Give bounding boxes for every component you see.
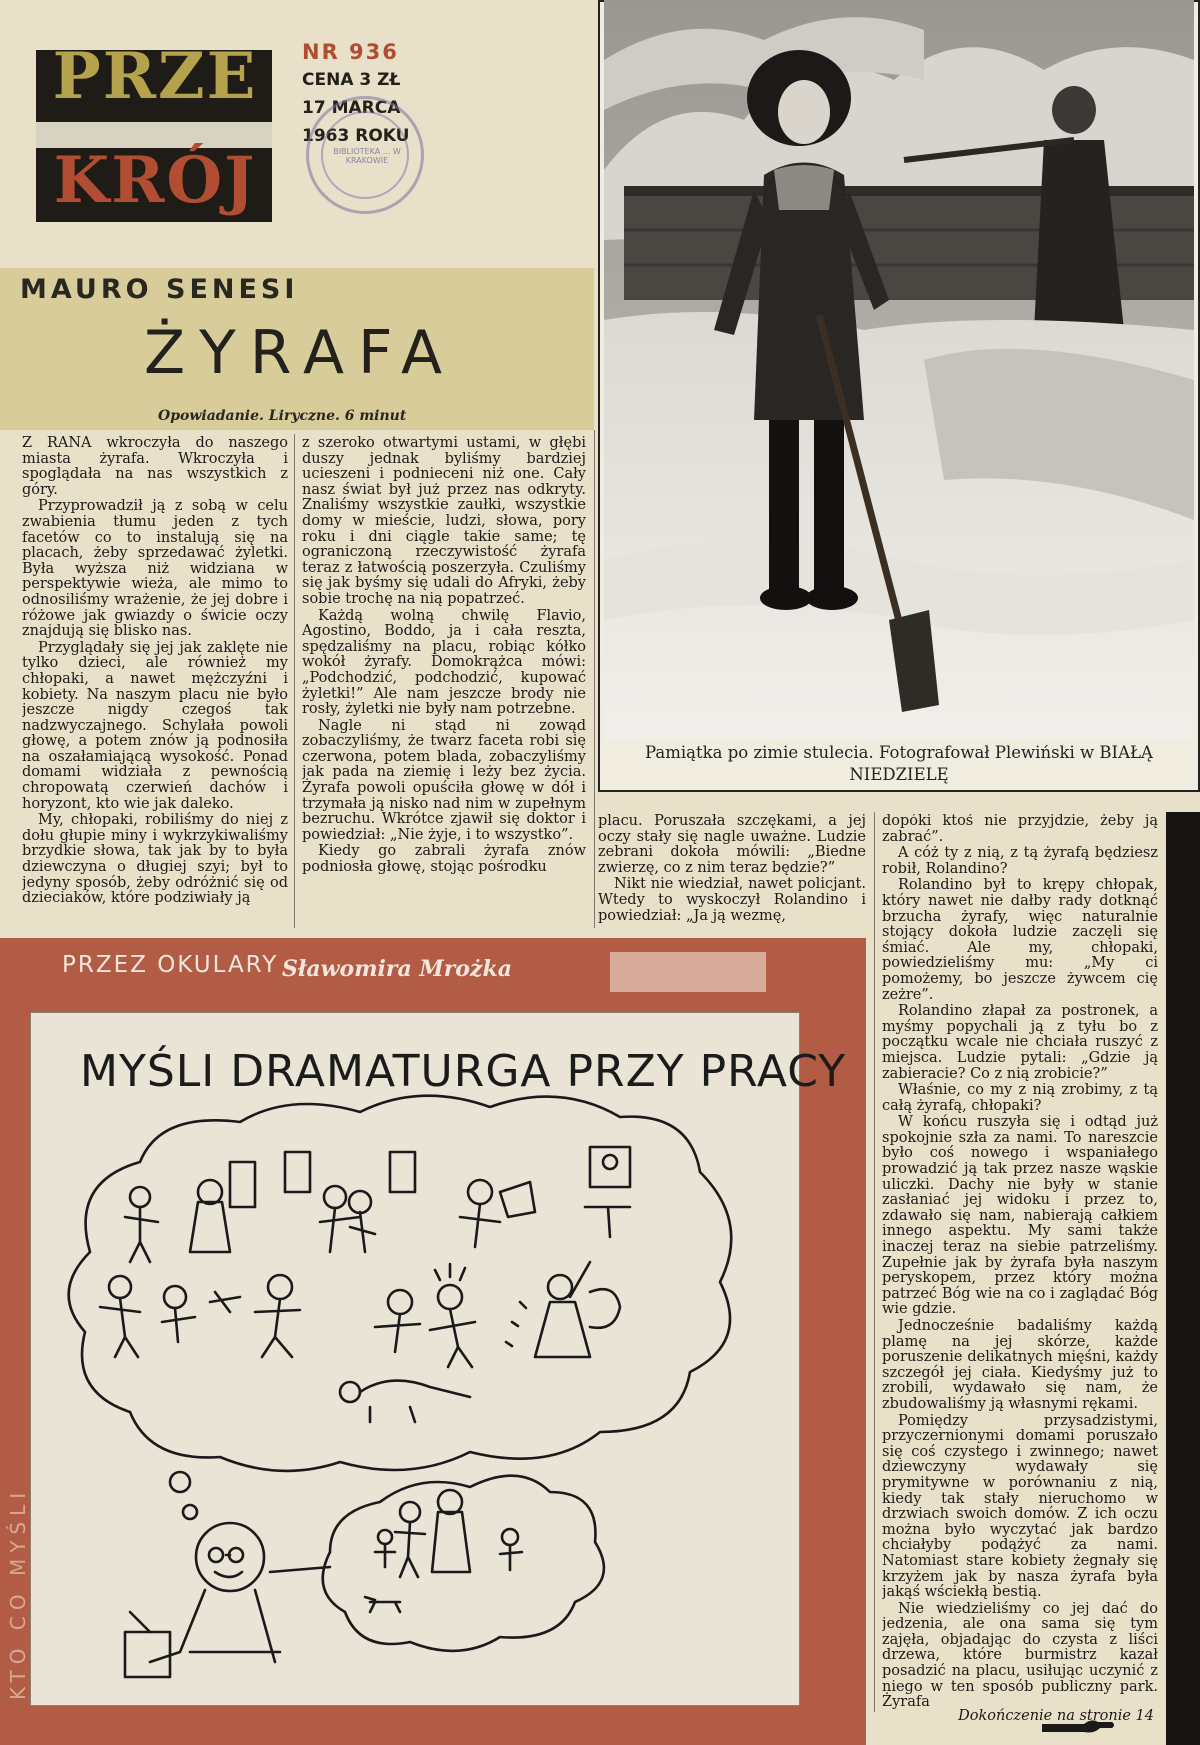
page-edge-strip — [1166, 812, 1200, 1745]
story-column-4 — [882, 814, 1158, 1714]
masthead-logo — [36, 39, 272, 222]
paragraph: placu. Poruszała szczękami, a jej oczy stały się nagle uważne. Ludzie zebrani dokoła mówili: „Biedne zwierzę, co z nim teraz będzie?” — [598, 814, 866, 876]
issue-price: CENA 3 ZŁ — [302, 70, 401, 90]
paragraph: Pomiędzy przysadzistymi, przyczernionymi domami poruszało się coś czystego i zwinnego; nawet dziewczyny wydawały się prymitywne w porównaniu z nią, kiedy tak stały nieruchomo w drzwiach swoich domów. Z ich oczu można było wyczytać jak bardzo chciałyby podążyć za nami. Natomiast stare kobiety żegnały się krzyżem jak by nasza żyrafa była jakąś wściekłą bestią. — [882, 1412, 1158, 1601]
story-column-1 — [22, 436, 288, 928]
side-vertical-text: KTO CO MYŚLI — [6, 1486, 30, 1700]
story-column-3 — [598, 814, 866, 932]
paragraph: Przyprowadził ją z sobą w celu zwabienia tłumu jeden z tych facetów co to instalują się na placach, żeby sprzedawać żyletki. Była wyższa niż widziana w perspektywie wieża, ale mimo to odnosiliśmy wrażenie, że jej dobre i różowe jak gwiazdy o świcie oczy znajdują się blisko nas. — [22, 498, 288, 640]
paragraph: Właśnie, co my z nią zrobimy, z tą całą żyrafą, chłopaki? — [882, 1082, 1158, 1114]
cartoon-title: MYŚLI DRAMATURGA PRZY PRACY — [80, 1046, 847, 1097]
column-heading: PRZEZ OKULARY — [62, 952, 279, 978]
photo-caption: Pamiątka po zimie stulecia. Fotografował Plewiński w BIAŁĄ NIEDZIELĘ — [645, 743, 1153, 784]
column-author: Sławomira Mrożka — [282, 956, 512, 982]
logo-top-text: PRZE — [52, 39, 258, 114]
library-stamp-icon — [306, 96, 424, 214]
issue-date: 17 MARCA — [302, 98, 401, 118]
story-column-2 — [302, 436, 586, 928]
paragraph: W końcu ruszyła się i odtąd już spokojnie szła za nami. To nareszcie było coś nowego i wspaniałego prowadzić ją tak przez nasze wąskie uliczki. Dachy nie były w stanie zasłaniać jej widoku i przez to, zdawało się nam, nabierają całkiem innego aspektu. My sami także inaczej teraz na siebie patrzeliśmy. Zupełnie jak by żyrafa była naszym peryskopem, przez który można patrzeć Bóg wie na co i zaglądać Bóg wie gdzie. — [882, 1114, 1158, 1318]
paragraph: z szeroko otwartymi ustami, w głębi duszy jednak byliśmy bardziej ucieszeni i podnieceni niż one. Cały nasz świat był już przez nas odkryty. Znaliśmy wszystkie zaułki, wszystkie domy w mieście, ludzi, słowa, pory roku i dni ciągle takie same; tę ograniczoną rzeczywistość żyrafa teraz z łatwością poszerzyła. Czuliśmy się jak byśmy się udali do Afryki, żeby sobie trochę na nią popatrzeć. — [302, 436, 586, 607]
issue-year: 1963 ROKU — [302, 126, 410, 146]
column-divider — [294, 434, 295, 928]
pointing-hand-icon — [1040, 1712, 1116, 1738]
cartoon-drawing — [30, 1012, 800, 1706]
paragraph: Kiedy go zabrali żyrafa znów podniosła głowę, stojąc pośrodku — [302, 843, 586, 876]
photo-winter-woman-shovel — [604, 0, 1194, 740]
paragraph: Nagle ni stąd ni zowąd zobaczyliśmy, że twarz faceta robi się czerwona, potem blada, zobaczyliśmy jak pada na ziemię i leży bez życia. Żyrafa powoli opuściła głowę w dół i trzymała ją nisko nad nim w zupełnym bezruchu. Wkrótce zjawił się doktor i powiedział: „Nie żyje, i to wszystko”. — [302, 717, 586, 843]
paragraph: Każdą wolną chwilę Flavio, Agostino, Boddo, ja i cała reszta, spędzaliśmy na placu, robiąc kółko wokół żyrafy. Domokrążca mówi: „Podchodzić, podchodzić, kupować żyletki!” Ale nam jeszcze brody nie rosły, żyletki nie były nam potrzebne. — [302, 607, 586, 718]
continuation-note: Dokończenie na stronie 14 — [958, 1708, 1154, 1724]
paragraph: Z RANA wkroczyła do naszego miasta żyrafa. Wkroczyła i spoglądała na nas wszystkich z góry. — [22, 436, 288, 498]
issue-number: NR 936 — [302, 40, 399, 64]
cloud-figures-row2 — [100, 1262, 620, 1422]
paragraph: Nikt nie wiedział, nawet policjant. Wtedy to wyskoczył Rolandino i powiedział: „Ja ją wezmę, — [598, 876, 866, 924]
column-divider — [594, 430, 595, 928]
paragraph: Nie wiedzieliśmy co jej dać do jedzenia, ale ona sama się tym zajęła, objadając do czysta z liści drzewa, które burmistrz kazał posadzić na placu, usiłując uczynić z niego w ten sposób publiczny park. Żyrafa — [882, 1600, 1158, 1711]
paragraph: A cóż ty z nią, z tą żyrafą będziesz robił, Rolandino? — [882, 845, 1158, 877]
cloud-figures-family — [365, 1490, 522, 1612]
logo-bottom-text: KRÓJ — [53, 143, 257, 218]
heading-photo-strip — [610, 952, 766, 992]
story-subtitle: Opowiadanie. Liryczne. 6 minut — [158, 408, 407, 424]
photo-illustration — [604, 0, 1194, 740]
paragraph: Jednocześnie badaliśmy każdą plamę na jej skórze, każde poruszenie delikatnych mięśni, każdy szczegół jej ciała. Kiedyśmy już to zrobili, wydawało się nam, że zbudowaliśmy ją własnymi rękami. — [882, 1318, 1158, 1412]
story-author: MAURO SENESI — [20, 274, 299, 305]
paragraph: My, chłopaki, robiliśmy do niej z dołu głupie miny i wykrzykiwaliśmy brzydkie słowa, tak jak by to była dziewczyna o długiej szyi; był to jedyny sposób, żeby odróżnić się od dzieciaków, które podziwiały ją — [22, 812, 288, 907]
stamp-text: BIBLIOTEKA ... W KRAKOWIE — [333, 147, 401, 165]
cloud-figures-row1 — [125, 1147, 630, 1262]
stamp-inner-ring — [321, 111, 409, 199]
paragraph: Przyglądały się jej jak zaklęte nie tylko dzieci, ale również my chłopaki, a nawet mężczyźni i kobiety. Na naszym placu nie było jeszcze nigdy czegoś tak nadzwyczajnego. Schylała powoli głowę, a potem znów ją podnosiła na oszałamiającą wysokość. Ponad domami widziała z pewnością chropowatą czerwień dachów i horyzont, kto wie jak daleko. — [22, 639, 288, 812]
column-divider — [874, 812, 875, 1712]
paragraph: Rolandino złapał za postronek, a myśmy popychali ją z tyłu bo z początku wcale nie chciała ruszyć z miejsca. Ludzie pytali: „Gdzie ją zabieracie? Co z nią zrobicie?” — [882, 1003, 1158, 1082]
paragraph: dopóki ktoś nie przyjdzie, żeby ją zabrać”. — [882, 814, 1158, 845]
story-title: ŻYRAFA — [144, 318, 457, 388]
paragraph: Rolandino był to krępy chłopak, który nawet nie dałby rady dotknąć brzucha żyrafy, więc naturalnie stojący dokoła ludzie zaczęli się śmiać. Ale my, chłopaki, powiedzieliśmy mu: „My ci pomożemy, bo jeszcze żywcem cię zeżre”. — [882, 877, 1158, 1003]
